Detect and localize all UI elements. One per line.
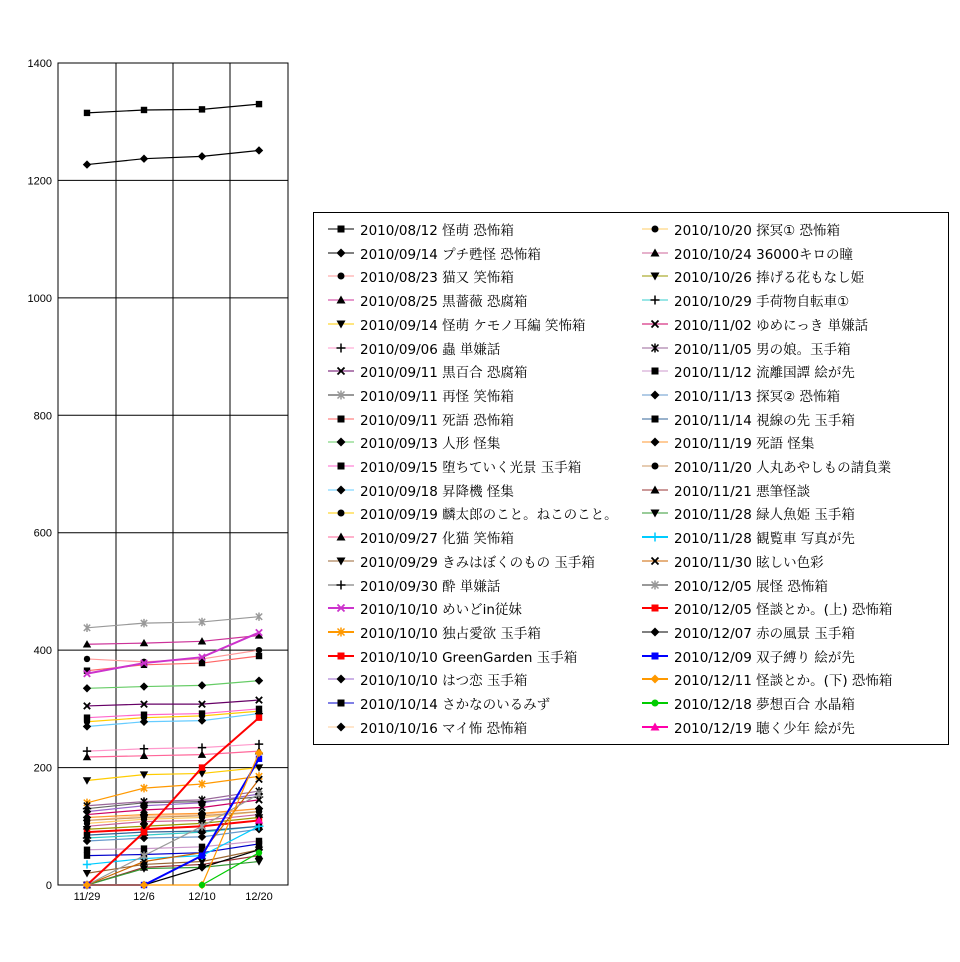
y-tick-label: 1400 [27, 58, 52, 70]
data-point [338, 510, 345, 517]
legend-label: 2010/10/24 36000キロの瞳 [674, 246, 854, 263]
data-point [651, 296, 660, 305]
legend-label: 2010/11/21 悪筆怪談 [674, 483, 811, 500]
data-point [651, 627, 660, 636]
legend-item [640, 692, 855, 714]
legend-swatch [640, 388, 670, 402]
legend-label: 2010/12/05 展怪 恐怖箱 [674, 578, 828, 595]
legend-swatch [640, 696, 670, 710]
data-point [141, 714, 147, 720]
data-point [141, 829, 147, 835]
data-point [256, 708, 262, 714]
data-point [337, 485, 346, 494]
legend-swatch [326, 459, 356, 473]
data-point [652, 652, 659, 659]
legend-label: 2010/12/07 赤の風景 玉手箱 [674, 625, 855, 642]
legend-label: 2010/10/10 めいどin従妹 [360, 602, 522, 619]
data-point [256, 850, 262, 856]
x-tick-label: 12/20 [245, 891, 273, 903]
data-point [338, 273, 345, 280]
legend-swatch [326, 293, 356, 307]
data-point [651, 675, 660, 684]
legend-swatch [326, 483, 356, 497]
data-point [337, 438, 346, 447]
legend-item [640, 360, 855, 382]
legend-swatch [640, 246, 670, 260]
data-point [651, 438, 660, 447]
legend-label: 2010/11/13 探冥② 恐怖箱 [674, 388, 840, 405]
legend-label: 2010/11/02 ゆめにっき 単嫌話 [674, 317, 869, 334]
data-point [141, 845, 147, 851]
legend-item [326, 621, 541, 643]
legend-swatch [640, 601, 670, 615]
data-point [84, 847, 90, 853]
legend-label: 2010/11/28 緑人魚姫 玉手箱 [674, 507, 855, 524]
legend-label: 2010/11/20 人丸あやしもの請負業 [674, 460, 892, 476]
legend-swatch [326, 388, 356, 402]
legend-swatch [326, 554, 356, 568]
legend-item [326, 218, 514, 240]
data-point [652, 415, 659, 422]
legend-label: 2010/11/14 視線の先 玉手箱 [674, 412, 855, 429]
data-point [199, 813, 205, 819]
data-point [199, 764, 205, 770]
legend-swatch [640, 625, 670, 639]
legend-item [326, 668, 527, 690]
data-point [338, 463, 345, 470]
legend-swatch [640, 483, 670, 497]
legend-item [640, 384, 840, 406]
legend-item [640, 716, 855, 738]
data-point [338, 652, 345, 659]
legend-item [640, 265, 864, 287]
legend-label: 2010/11/28 観覧車 写真が先 [674, 531, 855, 548]
y-tick-label: 200 [33, 762, 52, 775]
data-point [652, 226, 659, 233]
legend-item [326, 265, 514, 287]
legend-item [326, 337, 500, 359]
data-point [338, 226, 345, 233]
legend-item [326, 692, 550, 714]
legend-item [640, 645, 855, 667]
data-point [337, 580, 346, 589]
legend-label: 2010/09/19 麟太郎のこと。ねこのこと。 [360, 507, 618, 524]
legend-swatch [640, 530, 670, 544]
data-point [256, 647, 262, 653]
legend-item [640, 502, 855, 524]
legend-label: 2010/09/27 化猫 笑怖箱 [360, 531, 514, 548]
legend-item [326, 526, 514, 548]
legend-item [326, 645, 577, 667]
legend-item [640, 526, 855, 548]
y-tick-label: 1200 [27, 175, 52, 188]
legend-item [640, 574, 828, 596]
legend-item [640, 289, 849, 311]
legend-label: 2010/09/11 死語 恐怖箱 [360, 412, 514, 429]
legend-item [640, 431, 814, 453]
legend-item [640, 313, 868, 335]
data-point [256, 838, 262, 844]
legend-label: 2010/10/20 探冥① 恐怖箱 [674, 223, 840, 239]
legend-label: 2010/09/18 昇降機 怪集 [360, 483, 514, 500]
legend-swatch [640, 720, 670, 734]
legend-swatch [326, 696, 356, 710]
legend-swatch [640, 317, 670, 331]
legend-swatch [640, 222, 670, 236]
y-tick-label: 600 [33, 527, 52, 540]
legend-swatch [640, 293, 670, 307]
data-point [338, 700, 345, 707]
legend-label: 2010/08/25 黒薔薇 恐腐箱 [360, 294, 528, 311]
data-point [652, 368, 659, 375]
legend-swatch [326, 672, 356, 686]
legend-item [640, 479, 810, 501]
legend-label: 2010/09/11 再怪 笑怖箱 [360, 388, 514, 405]
data-point [651, 390, 660, 399]
legend-label: 2010/11/19 死語 怪集 [674, 436, 815, 453]
legend-item [326, 384, 514, 406]
data-point [141, 107, 147, 113]
legend-label: 2010/08/23 猫又 笑怖箱 [360, 270, 514, 287]
legend-label: 2010/09/29 きみはぼくのもの 玉手箱 [360, 554, 595, 571]
legend-swatch [326, 601, 356, 615]
legend-label: 2010/11/05 男の娘。玉手箱 [674, 341, 851, 358]
legend-label: 2010/12/19 聴く少年 絵が先 [674, 720, 855, 737]
data-point [337, 248, 346, 257]
legend-item [326, 408, 514, 430]
legend-item [326, 479, 514, 501]
legend-swatch [326, 269, 356, 283]
data-point [337, 675, 346, 684]
legend-label: 2010/10/10 GreenGarden 玉手箱 [360, 649, 578, 666]
data-point [256, 101, 262, 107]
legend-item [326, 289, 527, 311]
legend-swatch [326, 506, 356, 520]
legend-swatch [640, 554, 670, 568]
data-point [84, 656, 90, 662]
legend-item [326, 242, 541, 264]
data-point [337, 343, 346, 352]
data-point [652, 700, 659, 707]
legend-swatch [326, 222, 356, 236]
legend-swatch [640, 435, 670, 449]
data-point [651, 533, 660, 542]
legend-swatch [326, 530, 356, 544]
legend-label: 2010/11/30 眩しい色彩 [674, 554, 824, 571]
legend-label: 2010/10/10 はつ恋 玉手箱 [360, 673, 528, 690]
x-tick-label: 12/10 [188, 891, 216, 903]
y-tick-label: 400 [33, 645, 52, 658]
legend [313, 212, 949, 745]
y-tick-label: 800 [33, 410, 52, 423]
legend-label: 2010/09/11 黒百合 恐腐箱 [360, 365, 528, 382]
data-point [199, 882, 205, 888]
legend-item [640, 621, 855, 643]
legend-item [326, 597, 522, 619]
legend-item [640, 668, 892, 690]
legend-swatch [640, 269, 670, 283]
legend-item [326, 550, 595, 572]
legend-item [640, 337, 851, 359]
legend-label: 2010/12/09 双子縛り 絵が先 [674, 649, 855, 666]
legend-label: 2010/10/16 マイ怖 恐怖箱 [360, 720, 528, 737]
legend-item [326, 716, 527, 738]
legend-item [326, 455, 581, 477]
legend-swatch [326, 625, 356, 639]
legend-label: 2010/12/18 夢想百合 水晶箱 [674, 697, 855, 713]
legend-label: 2010/09/30 酔 単嫌話 [360, 578, 501, 595]
legend-swatch [326, 435, 356, 449]
legend-label: 2010/09/13 人形 怪集 [360, 436, 501, 453]
legend-swatch [326, 412, 356, 426]
x-tick-label: 12/6 [133, 891, 155, 903]
legend-swatch [326, 364, 356, 378]
legend-swatch [640, 341, 670, 355]
legend-label: 2010/12/05 怪談とか。(上) 恐怖箱 [674, 602, 893, 619]
data-point [256, 714, 262, 720]
legend-swatch [326, 720, 356, 734]
data-point [84, 719, 90, 725]
legend-swatch [326, 578, 356, 592]
legend-label: 2010/09/14 怪萌 ケモノ耳編 笑怖箱 [360, 317, 586, 334]
data-point [652, 605, 659, 612]
data-point [337, 722, 346, 731]
legend-swatch [326, 649, 356, 663]
legend-item [326, 360, 527, 382]
legend-swatch [640, 459, 670, 473]
y-tick-label: 1000 [27, 292, 52, 305]
legend-swatch [640, 364, 670, 378]
legend-swatch [640, 578, 670, 592]
legend-label: 2010/10/14 さかなのいるみず [360, 697, 551, 713]
legend-swatch [326, 341, 356, 355]
legend-swatch [640, 506, 670, 520]
data-point [141, 814, 147, 820]
legend-item [640, 218, 840, 240]
data-point [256, 808, 262, 814]
y-tick-label: 0 [45, 880, 52, 892]
data-point [84, 817, 90, 823]
data-point [199, 660, 205, 666]
data-point [199, 713, 205, 719]
legend-item [640, 550, 824, 572]
legend-swatch [640, 672, 670, 686]
legend-item [326, 502, 618, 524]
data-point [199, 852, 205, 858]
legend-item [640, 242, 853, 264]
legend-item [326, 431, 500, 453]
legend-item [640, 597, 892, 619]
legend-label: 2010/09/15 堕ちていく光景 玉手箱 [360, 460, 582, 476]
legend-item [326, 313, 586, 335]
legend-swatch [640, 649, 670, 663]
data-point [256, 653, 262, 659]
data-point [338, 415, 345, 422]
legend-label: 2010/10/26 捧げる花もなし姫 [674, 270, 865, 287]
legend-item [640, 408, 855, 430]
legend-item [640, 455, 891, 477]
data-point [199, 106, 205, 112]
legend-label: 2010/12/11 怪談とか。(下) 恐怖箱 [674, 673, 893, 690]
legend-label: 2010/09/06 蟲 単嫌話 [360, 341, 501, 358]
data-point [84, 110, 90, 116]
legend-item [326, 574, 500, 596]
legend-swatch [640, 412, 670, 426]
legend-label: 2010/09/14 プチ甦怪 恐怖箱 [360, 246, 541, 263]
grid [58, 63, 288, 885]
data-point [652, 463, 659, 470]
legend-label: 2010/10/10 独占愛欲 玉手箱 [360, 625, 541, 642]
data-point [84, 852, 90, 858]
data-point [84, 832, 90, 838]
legend-swatch [326, 246, 356, 260]
legend-swatch [326, 317, 356, 331]
legend-label: 2010/10/29 手荷物自転車① [674, 294, 850, 311]
legend-label: 2010/11/12 流離国譚 絵が先 [674, 365, 855, 382]
legend-label: 2010/08/12 怪萌 恐怖箱 [360, 223, 514, 239]
x-tick-label: 11/29 [73, 891, 101, 903]
